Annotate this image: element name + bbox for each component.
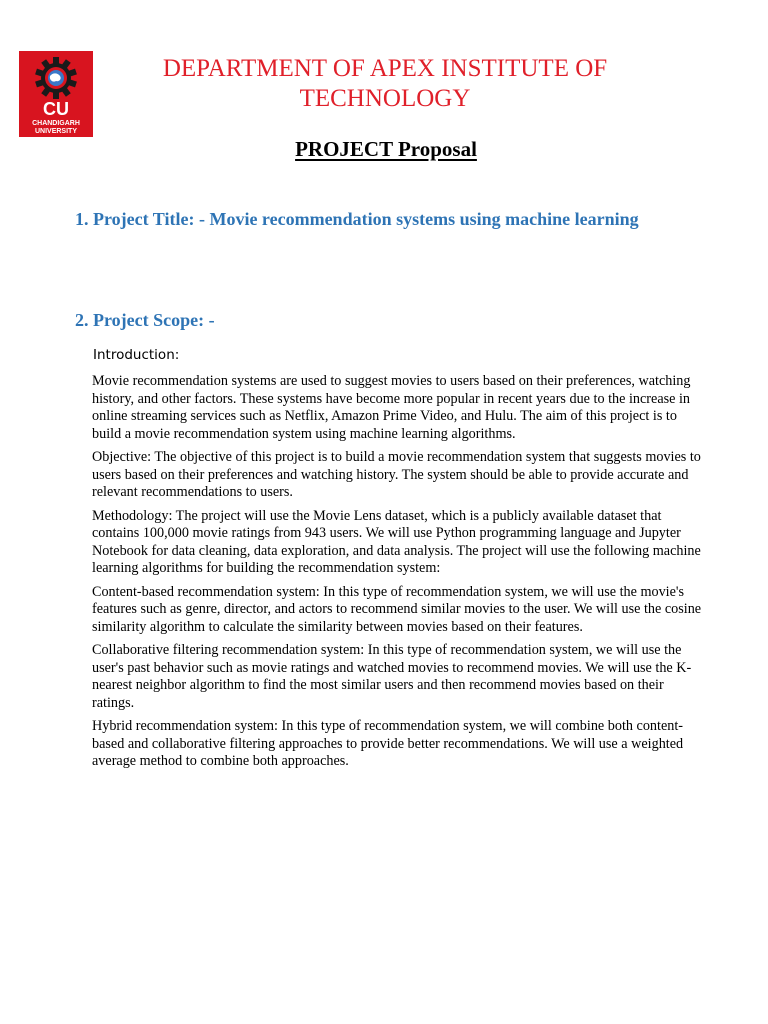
- logo-name-line2: UNIVERSITY: [34, 128, 78, 135]
- objective-paragraph: Objective: The objective of this project is to build a movie recommendation system that suggests movies to users based on their preferences and watching history. The system should be able to provide accurate and relevant recommendations to users.: [92, 449, 701, 500]
- department-title-line2: TECHNOLOGY: [299, 85, 471, 112]
- department-title: [120, 54, 650, 114]
- scope-body: [92, 373, 702, 777]
- methodology-paragraph: Methodology: The project will use the Movie Lens dataset, which is a publicly available dataset that contains 100,000 movie ratings from 943 users. We will use Python programming language and Jupyter Notebook for data cleaning, data exploration, and data analysis. The project will use the following machine learning algorithms for building the recommendation system:: [92, 507, 701, 576]
- intro-paragraph: Movie recommendation systems are used to suggest movies to users based on their preferences, watching history, and other factors. These systems have become more popular in recent years due to the increase in online streaming services such as Netflix, Amazon Prime Video, and Hulu. The aim of this project is to build a movie recommendation system using machine learning algorithms.: [92, 373, 691, 442]
- hybrid-paragraph: Hybrid recommendation system: In this type of recommendation system, we will combine both content-based and collaborative filtering approaches to provide better recommendations. We will use a weighted average method to combine both approaches.: [92, 718, 684, 769]
- project-title-heading: 1. Project Title: - Movie recommendation systems using machine learning: [75, 209, 639, 229]
- logo-letters: CU: [43, 99, 69, 119]
- chandigarh-university-logo: [19, 51, 93, 137]
- university-emblem-icon: [19, 51, 93, 137]
- project-scope-heading: 2. Project Scope: -: [75, 310, 215, 330]
- document-title: [0, 136, 768, 162]
- content-based-paragraph: Content-based recommendation system: In this type of recommendation system, we will use the movie's features such as genre, director, and actors to recommend similar movies to the user. We will use the cosine similarity algorithm to calculate the similarity between movies based on their features.: [92, 583, 702, 635]
- collaborative-filtering-paragraph: Collaborative filtering recommendation system: In this type of recommendation system, we will use the user's past behavior such as movie ratings and watched movies to recommend movies. We will use the K-nearest neighbor algorithm to find the most similar users and then recommend movies based on their ratings.: [92, 642, 692, 711]
- introduction-label: Introduction:: [93, 347, 180, 363]
- logo-name-line1: CHANDIGARH: [32, 120, 80, 127]
- department-title-line1: DEPARTMENT OF APEX INSTITUTE OF: [162, 55, 608, 82]
- document-title-text: PROJECT Proposal: [295, 137, 477, 161]
